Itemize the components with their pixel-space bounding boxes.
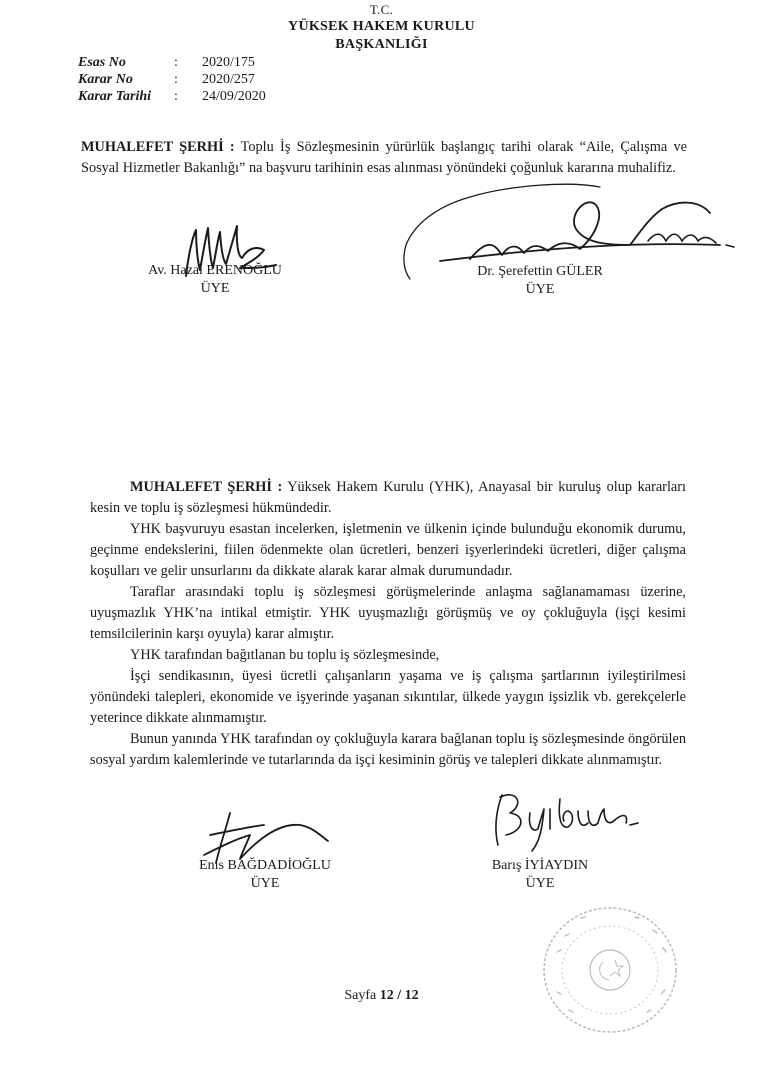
dissent-2-p1-text: Yüksek Hakem Kurulu (YHK), Anayasal bir kuruluş olup kararları kesin ve toplu iş sözleşmesi hükmündedir. (90, 479, 686, 516)
dissent-2-p4: YHK tarafından bağıtlanan bu toplu iş sözleşmesinde, (130, 647, 440, 663)
signer-erenoglu-name: Av. Hazal ERENOĞLU (148, 263, 282, 278)
dissent-1-heading: MUHALEFET ŞERHİ : (81, 139, 235, 155)
tarih-separator: : (174, 89, 178, 104)
esas-separator: : (174, 55, 178, 70)
case-karar-row (78, 72, 255, 88)
header-tc: T.C. (369, 2, 394, 17)
case-tarih-row (78, 89, 266, 105)
signer-iyiaydin-role: ÜYE (525, 876, 555, 891)
esas-value: 2020/175 (202, 55, 255, 70)
esas-label: Esas No (78, 55, 126, 70)
dissent-2-p5: İşçi sendikasının, üyesi ücretli çalışanların yaşama ve iş çalışma şartlarının iyileştirilmesi yönündeki talepleri, ekonomide ve işyerinde yaşanan sıkıntılar, ülkede yaygın işsizlik vb. gerekçelerle yeterince dikkate alınmamıştır. (90, 668, 686, 726)
dissent-2-heading: MUHALEFET ŞERHİ : (130, 479, 283, 495)
signer-guler-name: Dr. Şerefettin GÜLER (477, 264, 603, 279)
dissent-2-p3: Taraflar arasındaki toplu iş sözleşmesi görüşmelerinde anlaşma sağlanamaması üzerine, uyuşmazlık YHK’na intikal etmiştir. YHK uyuşmazlığı görüşmüş ve oy çokluğuyla (işçi kesimi temsilcilerinin karşı oyuyla) karar almıştır. (90, 584, 686, 642)
karar-value: 2020/257 (202, 72, 255, 87)
signer-iyiaydin-name: Barış İYİAYDIN (491, 858, 589, 873)
page-total: 12 (404, 988, 419, 1003)
signer-guler-role: ÜYE (525, 282, 555, 297)
tarih-value: 24/09/2020 (202, 89, 266, 104)
signer-erenoglu-role: ÜYE (200, 281, 230, 296)
signer-bagdadioglu-name: Enis BAĞDADİOĞLU (199, 858, 331, 873)
karar-label: Karar No (78, 72, 133, 87)
case-esas-row (78, 55, 255, 71)
dissent-2-p6: Bunun yanında YHK tarafından oy çokluğuyla karara bağlanan toplu iş sözleşmesinde öngörülen sosyal yardım kalemlerinde ve tutarlarında da işçi kesiminin görüş ve talepleri dikkate alınmamıştır. (90, 731, 686, 768)
dissent-1-text: Toplu İş Sözleşmesinin yürürlük başlangıç tarihi olarak “Aile, Çalışma ve Sosyal Hizmetler Bakanlığı” na başvuru tarihinin esas alınması yönündeki çoğunluk kararına muhalifiz. (81, 139, 688, 176)
dissent-2-p1 (90, 477, 686, 519)
page-current: 12 (379, 988, 394, 1003)
header-presidency: BAŞKANLIĞI (335, 37, 428, 52)
page-number (0, 988, 763, 1004)
karar-separator: : (174, 72, 178, 87)
page-prefix: Sayfa (344, 988, 380, 1003)
signature-iyiaydin-icon (484, 785, 644, 855)
tarih-label: Karar Tarihi (78, 89, 152, 104)
signer-bagdadioglu-role: ÜYE (250, 876, 280, 891)
header-institution: YÜKSEK HAKEM KURULU (288, 19, 475, 34)
seal-stamp-icon (535, 900, 685, 1040)
dissent-1 (81, 137, 687, 179)
dissent-2 (90, 477, 686, 771)
dissent-2-p2: YHK başvuruyu esastan incelerken, işletmenin ve ülkenin içinde bulunduğu ekonomik durumu, geçinme endekslerini, fiilen ödenmekte olan ücretleri, benzeri işyerlerindeki ücretleri, diğer çalışma koşulları ve gelir unsurlarını da dikkate alarak karar almak durumundadır. (90, 521, 686, 579)
page-sep: / (393, 988, 405, 1003)
